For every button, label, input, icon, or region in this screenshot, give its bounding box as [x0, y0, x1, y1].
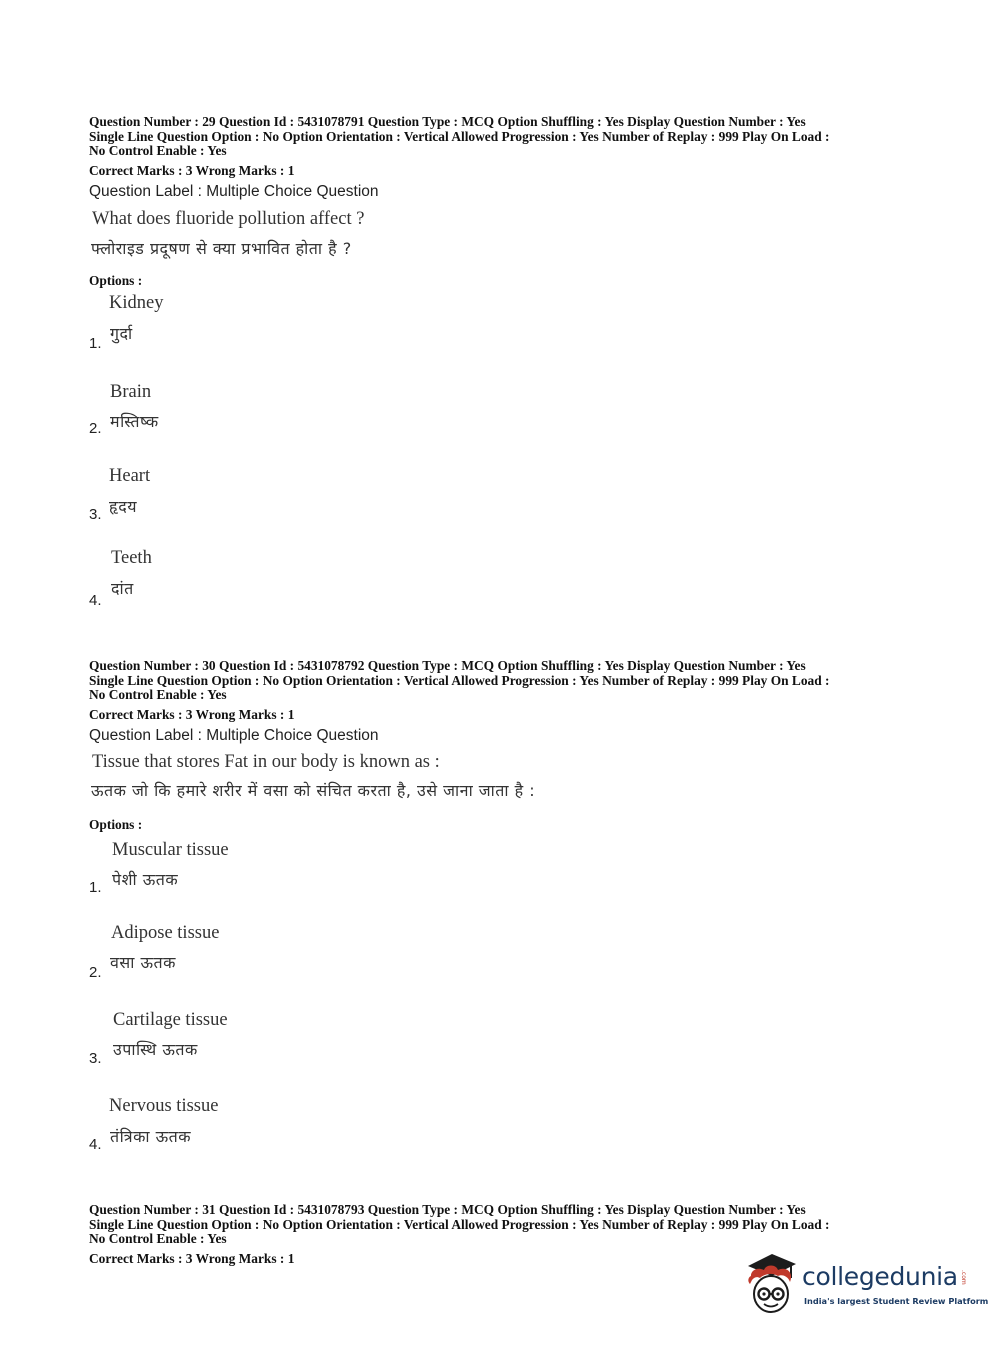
collegedunia-logo: [742, 1250, 989, 1322]
options-heading: Options :: [89, 817, 143, 832]
option-text-en: Adipose tissue: [111, 923, 220, 943]
option-text-en: Nervous tissue: [109, 1096, 219, 1116]
option-text-en: Teeth: [111, 548, 152, 568]
mascot-icon: [742, 1250, 800, 1318]
option-text-en: Cartilage tissue: [113, 1010, 228, 1030]
logo-tagline: India's largest Student Review Platform: [804, 1296, 989, 1306]
marks-line: Correct Marks : 3 Wrong Marks : 1: [89, 707, 295, 722]
meta-line: No Control Enable : Yes: [89, 1231, 227, 1247]
option-text-en: Muscular tissue: [112, 840, 229, 860]
option-text-en: Kidney: [109, 293, 164, 313]
option-text-hi: मस्तिष्क: [110, 412, 159, 431]
question-meta: [89, 659, 919, 703]
option-text-hi: वसा ऊतक: [110, 953, 176, 972]
option-text-hi: उपास्थि ऊतक: [113, 1040, 198, 1059]
logo-domain-suffix: .com: [960, 1270, 967, 1285]
question-meta: [89, 1203, 919, 1247]
option-text-hi: गुर्दा: [110, 324, 133, 343]
option-number: 2.: [89, 964, 102, 981]
meta-line: Question Number : 30 Question Id : 5431078792 Question Type : MCQ Option Shuffling : Yes Display Question Number : Yes: [89, 658, 806, 673]
option-number: 1.: [89, 879, 102, 896]
option-text-en: Brain: [110, 382, 152, 402]
question-text-hi: ऊतक जो कि हमारे शरीर में वसा को संचित करता है, उसे जाना जाता है :: [91, 781, 536, 800]
question-label: Question Label : Multiple Choice Question: [89, 727, 379, 744]
option-text-hi: तंत्रिका ऊतक: [110, 1127, 192, 1146]
option-number: 4.: [89, 1136, 102, 1153]
option-text-hi: हृदय: [109, 497, 138, 516]
meta-line: Single Line Question Option : No Option Orientation : Vertical Allowed Progression : Yes Number of Replay : 999 Play On Load :: [89, 128, 830, 144]
marks-line: Correct Marks : 3 Wrong Marks : 1: [89, 163, 295, 178]
meta-line: Single Line Question Option : No Option Orientation : Vertical Allowed Progression : Yes Number of Replay : 999 Play On Load :: [89, 1216, 830, 1232]
meta-line: Question Number : 31 Question Id : 5431078793 Question Type : MCQ Option Shuffling : Yes Display Question Number : Yes: [89, 1202, 806, 1217]
option-number: 3.: [89, 506, 102, 523]
marks-line: Correct Marks : 3 Wrong Marks : 1: [89, 1251, 295, 1266]
question-meta: [89, 115, 919, 159]
option-text-en: Heart: [109, 466, 151, 486]
meta-line: Question Number : 29 Question Id : 5431078791 Question Type : MCQ Option Shuffling : Yes Display Question Number : Yes: [89, 114, 806, 129]
option-text-hi: पेशी ऊतक: [112, 870, 179, 889]
options-heading: Options :: [89, 273, 143, 288]
option-number: 3.: [89, 1050, 102, 1067]
question-text-en: Tissue that stores Fat in our body is known as :: [92, 752, 440, 772]
option-number: 2.: [89, 420, 102, 437]
meta-line: No Control Enable : Yes: [89, 143, 227, 159]
meta-line: No Control Enable : Yes: [89, 687, 227, 703]
question-label: Question Label : Multiple Choice Question: [89, 183, 379, 200]
meta-line: Single Line Question Option : No Option Orientation : Vertical Allowed Progression : Yes Number of Replay : 999 Play On Load :: [89, 672, 830, 688]
question-text-en: What does fluoride pollution affect ?: [92, 209, 365, 229]
question-text-hi: फ्लोराइड प्रदूषण से क्या प्रभावित होता है ?: [91, 239, 352, 258]
logo-wordmark: collegedunia: [802, 1262, 958, 1291]
option-number: 1.: [89, 335, 102, 352]
option-text-hi: दांत: [111, 579, 134, 598]
option-number: 4.: [89, 592, 102, 609]
